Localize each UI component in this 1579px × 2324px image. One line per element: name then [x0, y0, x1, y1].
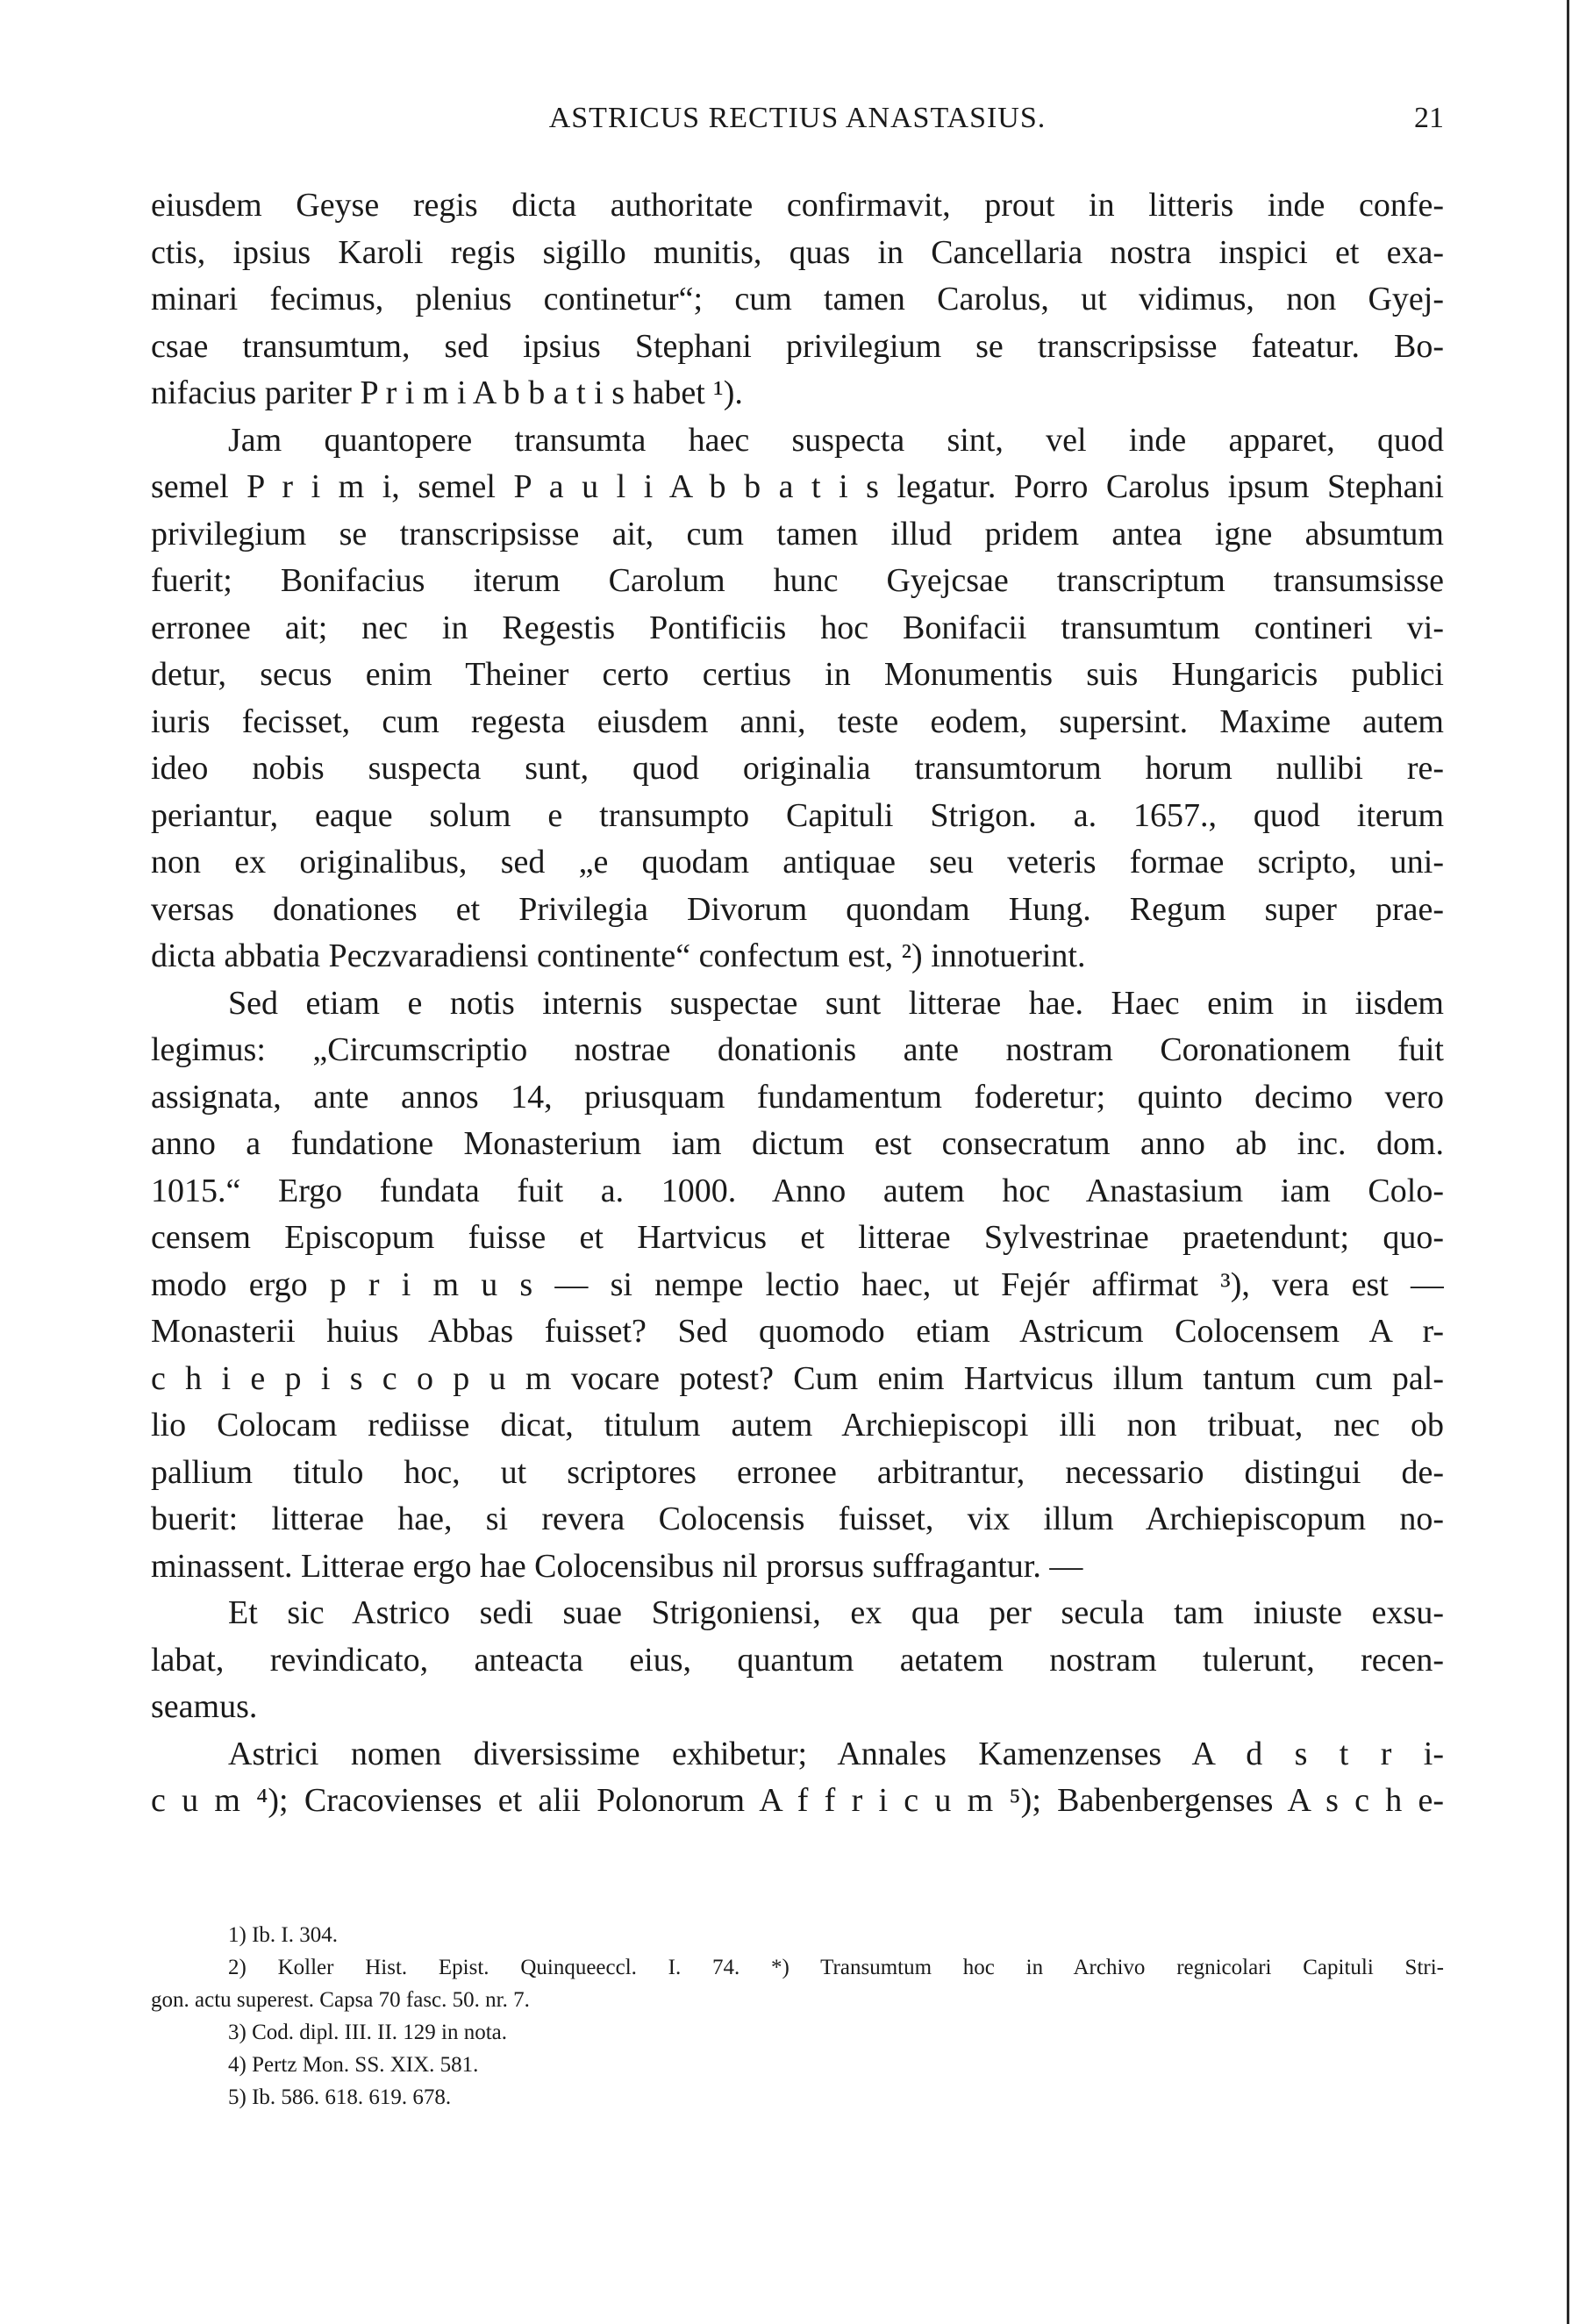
body-text [151, 182, 1444, 1825]
body-line: 1015.“ Ergo fundata fuit a. 1000. Anno autem hoc Anastasium iam Colo- [151, 1172, 1444, 1209]
body-line: detur, secus enim Theiner certo certius in Monumentis suis Hungaricis publici [151, 656, 1444, 693]
footnote-continuation: gon. actu superest. Capsa 70 fasc. 50. nr. 7. [151, 1988, 530, 2012]
body-line: anno a fundatione Monasterium iam dictum est consecratum anno ab inc. dom. [151, 1125, 1444, 1162]
body-line: nifacius pariter P r i m i A b b a t i s habet ¹). [151, 374, 743, 411]
body-line: modo ergo p r i m u s — si nempe lectio haec, ut Fejér affirmat ³), vera est — [151, 1265, 1444, 1303]
footnotes [151, 1919, 1444, 2114]
body-line: semel P r i m i, semel P a u l i A b b a t i s legatur. Porro Carolus ipsum Stephani [151, 468, 1444, 505]
body-line: dicta abbatia Peczvaradiensi continente“ confectum est, ²) innotuerint. [151, 937, 1086, 974]
footnote: 1) Ib. I. 304. [228, 1923, 338, 1947]
body-line: Jam quantopere transumta haec suspecta sint, vel inde apparet, quod [228, 421, 1444, 459]
body-line: Astrici nomen diversissime exhibetur; Annales Kamenzenses A d s t r i- [228, 1735, 1444, 1772]
body-line: Sed etiam e notis internis suspectae sunt litterae hae. Haec enim in iisdem [228, 984, 1444, 1022]
body-line: seamus. [151, 1688, 258, 1725]
body-line: censem Episcopum fuisse et Hartvicus et litterae Sylvestrinae praetendunt; quo- [151, 1219, 1444, 1256]
body-line: Et sic Astrico sedi suae Strigoniensi, ex qua per secula tam iniuste exsu- [228, 1594, 1444, 1631]
body-line: assignata, ante annos 14, priusquam fundamentum foderetur; quinto decimo vero [151, 1078, 1444, 1116]
body-line: periantur, eaque solum e transumpto Capituli Strigon. a. 1657., quod iterum [151, 796, 1444, 834]
body-line: c h i e p i s c o p u m vocare potest? Cum enim Hartvicus illum tantum cum pal- [151, 1359, 1444, 1397]
body-line: csae transumtum, sed ipsius Stephani privilegium se transcripsisse fateatur. Bo- [151, 327, 1444, 365]
body-line: ctis, ipsius Karoli regis sigillo munitis, quas in Cancellaria nostra inspici et exa- [151, 233, 1444, 271]
body-line: iuris fecisset, cum regesta eiusdem anni, teste eodem, supersint. Maxime autem [151, 702, 1444, 740]
body-line: minari fecimus, plenius continetur“; cum tamen Carolus, ut vidimus, non Gyej- [151, 281, 1444, 317]
body-line: ideo nobis suspecta sunt, quod originalia transumtorum horum nullibi re- [151, 750, 1444, 787]
body-line: minassent. Litterae ergo hae Colocensibus nil prorsus suffragantur. — [151, 1547, 1083, 1585]
footnote: 5) Ib. 586. 618. 619. 678. [228, 2085, 452, 2109]
footnote: 2) Koller Hist. Epist. Quinqueeccl. I. 74. *) Transumtum hoc in Archivo regnicolari Capituli Stri- [228, 1956, 1444, 1979]
body-line: legimus: „Circumscriptio nostrae donationis ante nostram Coronationem fuit [151, 1031, 1444, 1068]
body-line: lio Colocam rediisse dicat, titulum autem Archiepiscopi illi non tribuat, nec ob [151, 1407, 1444, 1444]
body-line: fuerit; Bonifacius iterum Carolum hunc Gyejcsae transcriptum transumsisse [151, 562, 1444, 599]
page-header [151, 102, 1444, 146]
page-edge-line [1567, 0, 1569, 2324]
body-line: labat, revindicato, anteacta eius, quantum aetatem nostram tulerunt, recen- [151, 1641, 1444, 1679]
body-line: eiusdem Geyse regis dicta authoritate confirmavit, prout in litteris inde confe- [151, 187, 1444, 224]
body-line: pallium titulo hoc, ut scriptores erronee arbitrantur, necessario distingui de- [151, 1453, 1444, 1491]
body-line: versas donationes et Privilegia Divorum quondam Hung. Regum super prae- [151, 890, 1444, 928]
body-line: privilegium se transcripsisse ait, cum tamen illud pridem antea igne absumtum [151, 515, 1444, 552]
running-title: ASTRICUS RECTIUS ANASTASIUS. [548, 102, 1047, 134]
body-line: erronee ait; nec in Regestis Pontificiis hoc Bonifacii transumtum contineri vi- [151, 609, 1444, 646]
page-number: 21 [1414, 102, 1444, 134]
body-line: Monasterii huius Abbas fuisset? Sed quomodo etiam Astricum Colocensem A r- [151, 1313, 1444, 1350]
footnote: 3) Cod. dipl. III. II. 129 in nota. [228, 2021, 508, 2044]
body-line: c u m ⁴); Cracovienses et alii Polonorum A f f r i c u m ⁵); Babenbergenses A s c h e- [151, 1782, 1444, 1819]
body-line: buerit: litterae hae, si revera Colocensis fuisset, vix illum Archiepiscopum no- [151, 1501, 1444, 1537]
body-line: non ex originalibus, sed „e quodam antiquae seu veteris formae scripto, uni- [151, 844, 1444, 880]
footnote: 4) Pertz Mon. SS. XIX. 581. [228, 2053, 479, 2077]
